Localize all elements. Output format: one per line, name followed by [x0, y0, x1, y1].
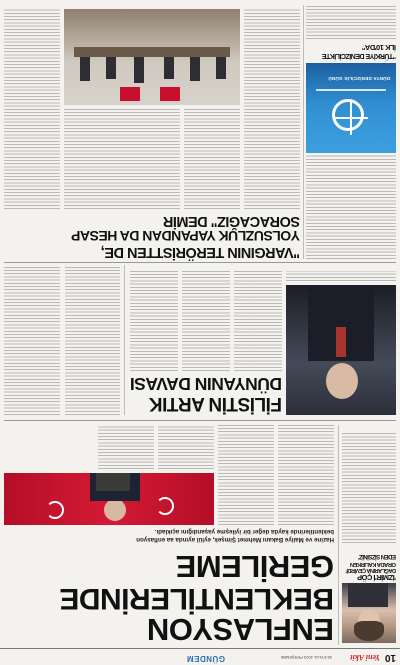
lead-photo	[4, 473, 214, 525]
issue-date: 28 EYLÜL 2023 PERŞEMBE	[280, 655, 332, 660]
lead-deck-line: Hazine ve Maliye Bakanı Mehmet Şimşek, eylül ayında aa enflasyon	[136, 536, 334, 543]
right-column-text-1	[65, 265, 120, 415]
palestine-body-col-3	[130, 271, 178, 371]
palestine-headline-line: FİLİSTİN ARTIK	[149, 393, 282, 414]
sidebar-headline-line: DAĞLARINA ÇEVİRDİ'	[346, 567, 396, 574]
terror-headline-line: "VARGININ TERÖRİSTTEN DE,	[101, 244, 300, 260]
terror-headline	[4, 214, 300, 259]
lead-body-col-3	[158, 425, 214, 469]
sidebar-headline-line: 'İZMİR'İ ÇÖP	[357, 573, 396, 582]
palestine-body-col-1	[234, 271, 282, 371]
lead-deck	[4, 528, 334, 543]
lead-deck-line: beklentilerinde kayda değer bir iyileşme yaşandığını açıkladı.	[154, 528, 334, 535]
maritime-headline-line: "TÜRKİYE DENİZCİLİKTE	[322, 52, 396, 59]
terror-body-col-1	[244, 9, 300, 209]
palestine-body-col-2	[182, 271, 230, 371]
lead-headline	[4, 551, 334, 645]
lead-headline-line: GERİLEME	[176, 549, 334, 584]
lead-body-col-1	[278, 425, 334, 525]
newspaper-logo: Yeni Akit	[350, 653, 380, 662]
terror-body-col-3	[4, 9, 60, 209]
maritime-banner	[306, 63, 396, 153]
section-label: GÜNDEM	[186, 654, 225, 663]
maritime-headline	[306, 44, 396, 60]
terror-body-col-mid	[64, 109, 180, 209]
palestine-headline	[122, 375, 282, 414]
maritime-headline-line: İLK 10'DA"	[362, 43, 396, 52]
palestine-photo	[286, 285, 396, 415]
palestine-headline-line: DÜNYANIN DAVASI	[130, 374, 282, 394]
sidebar-body-text	[342, 431, 396, 543]
maritime-banner-text: DÜNYA DENİZCİLİK GÜNÜ	[328, 76, 390, 81]
terror-photo	[64, 9, 240, 105]
masthead	[0, 648, 400, 665]
sidebar-headline-line: EDEN SİZSİNİZ'	[358, 553, 396, 560]
lead-headline-line: BEKLENTİLERİNDE	[59, 582, 334, 615]
page-number: 10	[384, 652, 396, 663]
sidebar-headline	[340, 553, 396, 581]
maritime-body-text	[306, 155, 396, 259]
terror-body-col-2	[184, 109, 240, 209]
right-column-text-2	[4, 265, 60, 415]
terror-headline-line: YOLSUZLUK YAPANDAN DA HESAP	[71, 228, 300, 245]
terror-headline-line: SORACAĞIZ" DEMİR	[163, 213, 300, 230]
palestine-caption-text	[286, 271, 396, 281]
lead-body-col-4	[98, 425, 154, 469]
sidebar-photo	[342, 583, 396, 643]
lead-body-col-2	[218, 425, 274, 525]
maritime-lead-text	[306, 5, 396, 39]
sidebar-headline-line: ORADA KALIRKEN	[350, 560, 396, 567]
lead-headline-line: ENFLASYON	[147, 612, 334, 647]
